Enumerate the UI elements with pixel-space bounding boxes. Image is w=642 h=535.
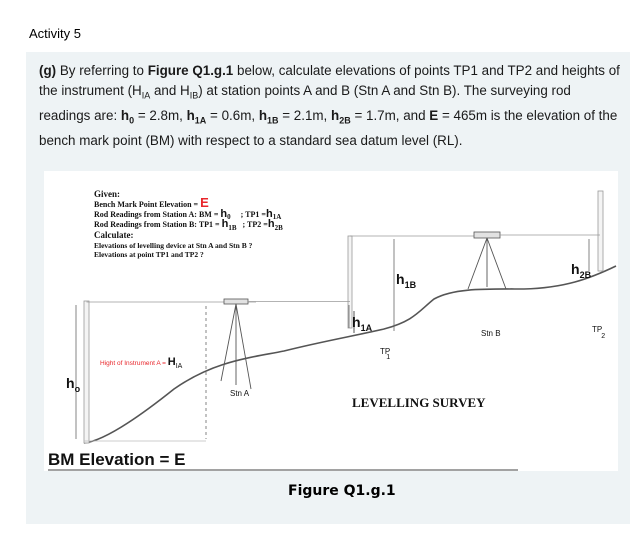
val-h2b: = 1.7m, and <box>354 107 426 123</box>
tp2-rod <box>598 191 603 271</box>
question-label: (g) <box>39 63 57 78</box>
given-rod-b-line: Rod Readings from Station B: TP1 = h1B ; TP2 =h2B <box>94 218 283 232</box>
given-title: Given: <box>94 189 120 199</box>
given-calculate: Calculate: <box>94 230 134 240</box>
question-text-a: below, calculate elevations of points TP1 and TP2 and heights of the instrument (H <box>39 63 620 98</box>
var-h1b: h <box>258 107 267 123</box>
activity-title: Activity 5 <box>29 26 82 41</box>
level-instrument-a <box>224 299 248 304</box>
survey-title: LEVELLING SURVEY <box>352 395 486 410</box>
question-text-b: and H <box>153 82 190 98</box>
var-h1a: h <box>186 107 195 123</box>
var-h0: h <box>120 107 130 123</box>
var-h2b-sub: 2B <box>339 115 351 126</box>
figure-caption: Figure Q1.g.1 <box>288 483 396 499</box>
label-stn-a: Stn A <box>230 389 250 398</box>
tripod-b <box>468 238 506 289</box>
levelling-survey-figure <box>44 171 618 471</box>
sub-ia: IA <box>141 90 151 101</box>
label-h1b: $h_{1B}$ <box>396 271 417 290</box>
var-h1a-sub: 1A <box>194 115 207 126</box>
given-calc-line-1: Elevations of levelling device at Stn A and Stn B ? <box>94 241 253 250</box>
val-h1a: = 0.6m, <box>210 107 256 123</box>
question-text-c: ) at station points A and B (Stn A and Stn B). The surveying rod readings are: <box>39 82 571 123</box>
question-text <box>39 61 624 151</box>
val-e: = 465m is the elevation of the bench mark point (BM) with respect to a standard sea datum level (RL). <box>39 107 618 149</box>
label-stn-b: Stn B <box>481 329 501 338</box>
label-tp1: TP 1 <box>380 347 391 361</box>
question-intro: By referring to <box>59 63 144 78</box>
label-h0: $h_o$ <box>66 375 81 394</box>
figure-reference: Figure Q1.g.1 <box>147 63 234 78</box>
label-tp2: TP2 <box>592 325 606 340</box>
level-instrument-b <box>474 232 500 238</box>
label-h1a: $h_{1A}$ <box>352 314 373 333</box>
bm-rod <box>84 301 89 443</box>
given-rod-a-line: Rod Readings from Station A: BM = h0 ; TP1 =h1A <box>94 208 282 221</box>
var-h2b: h <box>331 107 340 123</box>
val-h1b: = 2.1m, <box>282 107 328 123</box>
var-h0-sub: 0 <box>129 115 135 126</box>
given-calc-line-2: Elevations at point TP1 and TP2 ? <box>94 250 204 259</box>
bm-elevation-label: BM Elevation = E <box>48 450 186 469</box>
label-hi-a: Hight of Instrument A = HIA <box>100 356 183 370</box>
sub-ib: IB <box>189 90 199 101</box>
var-h1b-sub: 1B <box>267 115 279 126</box>
val-h0: = 2.8m, <box>137 107 183 123</box>
tripod-a <box>221 304 251 389</box>
var-e: E <box>429 107 439 123</box>
label-h2b: $h_{2B}$ <box>571 261 592 280</box>
given-bm-line: Bench Mark Point Elevation = E <box>94 195 209 210</box>
